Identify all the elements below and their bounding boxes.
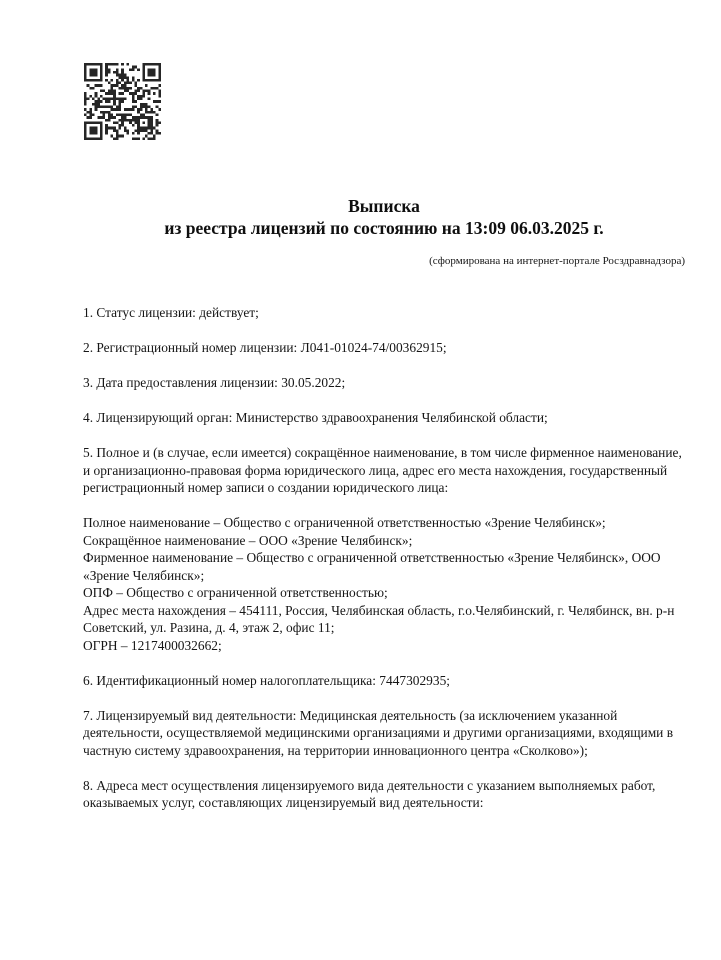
paragraph-grant-date: 3. Дата предоставления лицензии: 30.05.2022; <box>83 375 346 390</box>
document-body <box>83 196 685 812</box>
paragraph-inn: 6. Идентификационный номер налогоплательщика: 7447302935; <box>83 672 450 688</box>
org-details-block <box>83 514 685 654</box>
document-title <box>83 196 685 239</box>
paragraph-licensed-activity: 7. Лицензируемый вид деятельности: Медицинская деятельность (за исключением указанной деятельности, осуществляемой медицинскими организациями и другими организациями, входящими в частную систему здравоохранения, на территории инновационного центра «Сколково»); <box>83 707 674 758</box>
portal-note: (сформирована на интернет-портале Росздравнадзора) <box>429 255 685 267</box>
org-ogrn: ОГРН – 1217400032662; <box>83 637 222 653</box>
paragraph-registration-number: 2. Регистрационный номер лицензии: Л041-01024-74/00362915; <box>83 340 447 355</box>
qr-code-icon <box>84 63 161 140</box>
org-legal-form: ОПФ – Общество с ограниченной ответственностью; <box>83 585 388 600</box>
org-short-name: Сокращённое наименование – ООО «Зрение Челябинск»; <box>83 532 413 548</box>
org-address: Адрес места нахождения – 454111, Россия, Челябинская область, г.о.Челябинский, г. Челябинск, вн. р-н Советский, ул. Разина, д. 4, этаж 2, офис 11; <box>83 602 675 635</box>
title-line-1: Выписка <box>348 196 420 216</box>
title-line-2: из реестра лицензий по состоянию на 13:09 06.03.2025 г. <box>164 217 604 238</box>
paragraph-license-status: 1. Статус лицензии: действует; <box>83 305 259 320</box>
paragraph-addresses-intro: 8. Адреса мест осуществления лицензируемого вида деятельности с указанием выполняемых работ, оказываемых услуг, составляющих лицензируемый вид деятельности: <box>83 777 656 810</box>
org-brand-name: Фирменное наименование – Общество с ограниченной ответственностью «Зрение Челябинск», ООО «Зрение Челябинск»; <box>83 550 661 583</box>
paragraph-licensing-authority: 4. Лицензирующий орган: Министерство здравоохранения Челябинской области; <box>83 410 548 425</box>
org-full-name: Полное наименование – Общество с ограниченной ответственностью «Зрение Челябинск»; <box>83 515 606 530</box>
paragraph-name-section-intro: 5. Полное и (в случае, если имеется) сокращённое наименование, в том числе фирменное наименование, и организационно-правовая форма юридического лица, адрес его места нахождения, государственный регистрационный номер записи о создании юридического лица: <box>83 445 682 495</box>
